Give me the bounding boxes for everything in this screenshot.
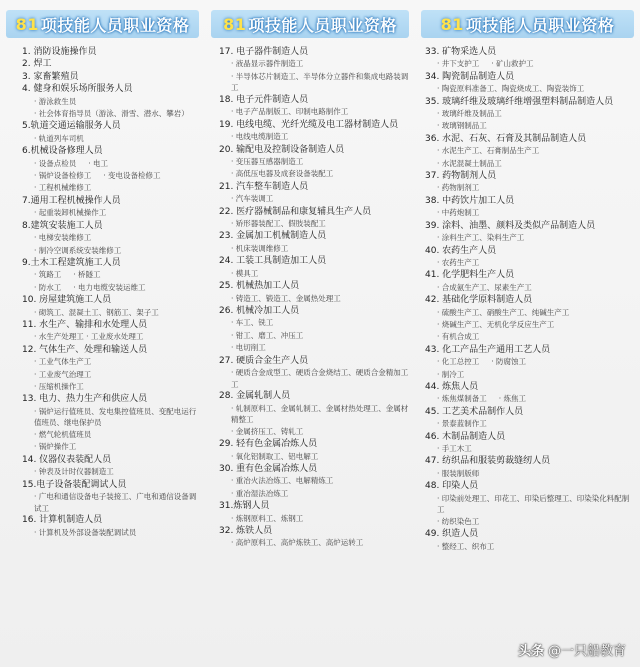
occupation-group xyxy=(425,195,638,220)
occupation-category: 31.炼钢人员 xyxy=(219,501,270,512)
occupation-group xyxy=(219,390,413,438)
occupation-item: · 起重装卸机械操作工 xyxy=(34,208,107,218)
occupation-category: 27. 硬质合金生产人员 xyxy=(219,355,309,366)
occupation-item: · 玻璃纤维及制品工 xyxy=(437,109,502,119)
occupation-group xyxy=(22,46,203,58)
occupation-group xyxy=(22,145,203,195)
occupation-category: 6.机械设备修理人员 xyxy=(22,146,103,157)
occupation-category: 1. 消防设施操作员 xyxy=(22,47,97,57)
occupation-category: 46. 木制品制造人员 xyxy=(425,431,506,442)
column-3 xyxy=(415,0,640,667)
occupation-item xyxy=(22,158,203,170)
occupation-item: · 硫酸生产工、硝酸生产工、纯碱生产工 xyxy=(437,307,570,317)
occupation-list xyxy=(425,46,638,553)
column-2 xyxy=(205,0,415,667)
occupation-item: · 农药生产工 xyxy=(437,257,480,267)
occupation-group xyxy=(219,463,413,500)
occupation-item-text: · 桥隧工 xyxy=(73,270,101,280)
column-1 xyxy=(0,0,205,667)
occupation-group xyxy=(425,96,638,133)
occupation-item: · 整经工、织布工 xyxy=(437,541,495,551)
occupation-category: 5.轨道交通运输服务人员 xyxy=(22,121,121,132)
occupation-category: 13. 电力、热力生产和供应人员 xyxy=(22,394,148,405)
banner-title: 81 项技能人员职业资格 xyxy=(421,10,634,38)
occupation-item: · 游泳救生员 xyxy=(34,96,77,106)
occupation-item: · 锅炉操作工 xyxy=(34,442,77,452)
occupation-item xyxy=(425,58,638,70)
occupation-item: · 水泥混凝土制品工 xyxy=(437,158,502,168)
occupation-group xyxy=(219,230,413,255)
occupation-item: · 电子产品制版工、印制电路制作工 xyxy=(231,107,349,117)
occupation-item: · 电线电缆制造工 xyxy=(231,132,289,142)
occupation-group xyxy=(425,528,638,553)
occupation-item-text: · 化工总控工 xyxy=(437,357,480,367)
occupation-category: 34. 陶瓷制品制造人员 xyxy=(425,71,515,82)
occupation-category: 17. 电子器件制造人员 xyxy=(219,47,309,57)
occupation-item xyxy=(22,282,203,294)
occupation-item: · 重冶火法冶炼工、电解精炼工 xyxy=(231,476,334,486)
occupation-group xyxy=(219,94,413,119)
banner-title: 81 项技能人员职业资格 xyxy=(6,10,199,38)
occupation-category: 9.土木工程建筑施工人员 xyxy=(22,257,121,268)
occupation-item: · 涂料生产工、染料生产工 xyxy=(437,233,525,243)
occupation-item: · 炼钢原料工、炼钢工 xyxy=(231,513,304,523)
occupation-category: 26. 机械冷加工人员 xyxy=(219,305,300,316)
occupation-item: · 钳工、磨工、冲压工 xyxy=(231,330,304,340)
occupation-category: 25. 机械热加工人员 xyxy=(219,281,300,292)
occupation-group xyxy=(219,355,413,391)
occupation-group xyxy=(22,120,203,145)
occupation-item: · 水泥生产工、石膏制品生产工 xyxy=(437,146,540,156)
occupation-item-text: · 防腐蚀工 xyxy=(491,357,527,367)
occupation-item-text: · 工程机械维修工 xyxy=(34,183,92,193)
occupation-item: · 电梯安装维修工 xyxy=(34,233,92,243)
occupation-item-text: · 矿山救护工 xyxy=(491,59,534,69)
occupation-item: · 广电和通信设备电子装接工、广电和通信设备调试工 xyxy=(34,492,197,513)
occupation-category: 44. 炼焦人员 xyxy=(425,381,479,392)
occupation-category: 47. 纺织品和服装剪裁缝纫人员 xyxy=(425,456,551,467)
occupation-category: 20. 输配电及控制设备制造人员 xyxy=(219,144,345,155)
occupation-category: 16. 计算机制造人员 xyxy=(22,515,103,526)
occupation-item: · 印染前处理工、印花工、印染后整理工、印染染化料配制工 xyxy=(437,493,630,515)
occupation-category: 48. 印染人员 xyxy=(425,481,479,492)
occupation-item: · 金属挤压工、铸轧工 xyxy=(231,426,304,436)
occupation-group xyxy=(22,294,203,319)
occupation-group xyxy=(425,46,638,71)
occupation-item: · 轧制原料工、金属轧制工、金属材热处理工、金属材精整工 xyxy=(231,403,409,425)
occupation-item: · 工业气体生产工 xyxy=(34,357,92,367)
occupation-group xyxy=(425,344,638,381)
occupation-category: 14. 仪器仪表装配人员 xyxy=(22,454,112,465)
occupation-group xyxy=(219,119,413,144)
occupation-category: 41. 化学肥料生产人员 xyxy=(425,270,515,281)
occupation-item-text: · 变电设备检修工 xyxy=(103,171,161,181)
occupation-category: 3. 家畜繁殖员 xyxy=(22,71,79,82)
occupation-item: · 合成氨生产工、尿素生产工 xyxy=(437,282,532,292)
occupation-group xyxy=(219,255,413,280)
occupation-item: · 烧碱生产工、无机化学反应生产工 xyxy=(437,319,555,329)
occupation-group xyxy=(425,170,638,195)
occupation-item: · 压缩机操作工 xyxy=(34,381,84,391)
occupation-item xyxy=(22,269,203,281)
occupation-item-text: · 井下支护工 xyxy=(437,59,480,69)
occupation-group xyxy=(219,46,413,94)
occupation-group xyxy=(22,220,203,257)
occupation-category: 35. 玻璃纤维及玻璃纤维增强塑料制品制造人员 xyxy=(425,96,614,107)
occupation-group xyxy=(22,344,203,394)
occupation-item-text: · 电力电缆安装运维工 xyxy=(73,282,146,292)
occupation-item-text: · 炼焦工 xyxy=(498,394,527,404)
occupation-group xyxy=(22,257,203,294)
occupation-category: 36. 水泥、石灰、石膏及其制品制造人员 xyxy=(425,133,587,144)
watermark-account: @一只船教育 xyxy=(547,644,626,659)
occupation-item-text: · 设备点检员 xyxy=(34,158,77,168)
occupation-group xyxy=(425,245,638,270)
occupation-item: · 社会体育指导员（游泳、滑雪、潜水、攀岩） xyxy=(34,109,189,119)
occupation-item: · 钟表及计时仪器制造工 xyxy=(34,467,114,477)
occupation-item: · 制冷空调系统安装维修工 xyxy=(34,245,122,255)
occupation-category: 30. 重有色金属冶炼人员 xyxy=(219,463,318,474)
occupation-item: · 砌筑工、混凝土工、钢筋工、架子工 xyxy=(34,307,159,317)
occupation-list xyxy=(22,46,203,539)
occupation-group xyxy=(219,500,413,525)
occupation-group xyxy=(22,83,203,120)
occupation-item: · 计算机及外部设备装配调试员 xyxy=(34,527,137,537)
occupation-group xyxy=(425,294,638,344)
occupation-item: · 景泰蓝制作工 xyxy=(437,419,487,429)
occupation-category: 40. 农药生产人员 xyxy=(425,245,497,256)
occupation-category: 37. 药物制剂人员 xyxy=(425,171,497,182)
occupation-item: · 高低压电器及成套设备装配工 xyxy=(231,169,334,179)
occupation-item: · 半导体芯片制造工、半导体分立器件和集成电路装调工 xyxy=(231,71,409,93)
occupation-group xyxy=(219,305,413,355)
occupation-item-text: · 炼焦煤制备工 xyxy=(437,394,487,404)
occupation-item: · 氧化铝制取工、铝电解工 xyxy=(231,451,319,461)
watermark xyxy=(518,640,626,659)
occupation-item: · 矫形器装配工、假肢装配工 xyxy=(231,219,326,229)
occupation-group xyxy=(425,455,638,480)
occupation-list xyxy=(219,46,413,550)
occupation-item-text: · 电工 xyxy=(88,158,109,168)
occupation-group xyxy=(425,220,638,245)
occupation-category: 32. 炼铁人员 xyxy=(219,525,273,536)
occupation-group xyxy=(22,71,203,83)
occupation-group xyxy=(22,454,203,479)
occupation-item: · 药物制剂工 xyxy=(437,183,480,193)
occupation-item xyxy=(22,182,203,194)
occupation-group xyxy=(219,438,413,463)
occupation-item: · 玻璃钢制品工 xyxy=(437,121,487,131)
occupation-item: · 中药炮制工 xyxy=(437,208,480,218)
occupation-group xyxy=(219,525,413,550)
occupation-group xyxy=(22,319,203,344)
occupation-item: · 有机合成工 xyxy=(437,332,480,342)
occupation-item: · 液晶显示器件制造工 xyxy=(231,59,304,69)
occupation-group xyxy=(219,144,413,181)
occupation-group xyxy=(425,431,638,456)
occupation-group xyxy=(22,393,203,453)
occupation-item: · 车工、铣工 xyxy=(231,318,274,328)
occupation-category: 29. 轻有色金属冶炼人员 xyxy=(219,439,318,450)
occupation-item: · 汽车装调工 xyxy=(231,194,274,204)
occupation-group xyxy=(219,206,413,231)
occupation-group xyxy=(22,195,203,220)
occupation-category: 45. 工艺美术品制作人员 xyxy=(425,406,524,417)
occupation-item xyxy=(425,393,638,405)
occupation-item: · 铸造工、锻造工、金属热处理工 xyxy=(231,293,341,303)
occupation-category: 7.通用工程机械操作人员 xyxy=(22,195,121,206)
occupation-category: 21. 汽车整车制造人员 xyxy=(219,181,309,192)
occupation-group xyxy=(22,514,203,539)
occupation-item xyxy=(425,369,638,381)
occupation-item: · 手工木工 xyxy=(437,444,472,453)
occupation-category: 49. 织造人员 xyxy=(425,529,479,540)
occupation-group xyxy=(425,480,638,528)
occupation-item: · 陶瓷原料准备工、陶瓷烧成工、陶瓷装饰工 xyxy=(437,84,585,94)
occupation-category: 42. 基础化学原料制造人员 xyxy=(425,295,533,306)
occupation-category: 38. 中药饮片加工人员 xyxy=(425,195,515,206)
occupation-category: 23. 金属加工机械制造人员 xyxy=(219,231,327,242)
occupation-item: · 硬质合金成型工、硬质合金烧结工、硬质合金精加工工 xyxy=(231,367,409,389)
occupation-group xyxy=(22,479,203,515)
occupation-category: 24. 工装工具制造加工人员 xyxy=(219,256,327,267)
occupation-category: 4. 健身和娱乐场所服务人员 xyxy=(22,84,133,95)
occupation-category: 15.电子设备装配调试人员 xyxy=(22,479,127,490)
occupation-category: 22. 医疗器械制品和康复辅具生产人员 xyxy=(219,206,372,217)
occupation-category: 10. 房屋建筑施工人员 xyxy=(22,295,112,306)
occupation-item-text: · 锅炉设备检修工 xyxy=(34,171,92,181)
occupation-category: 8.建筑安装施工人员 xyxy=(22,220,103,231)
occupation-group xyxy=(22,58,203,70)
occupation-group xyxy=(219,181,413,206)
toutiao-logo: 头条 xyxy=(517,644,544,659)
occupation-group xyxy=(425,381,638,406)
occupation-item: · 模具工 xyxy=(231,268,259,278)
occupation-category: 12. 气体生产、处理和输送人员 xyxy=(22,344,148,355)
occupation-group xyxy=(219,280,413,305)
occupation-group xyxy=(425,406,638,431)
occupation-item xyxy=(22,170,203,182)
occupation-item: · 锅炉运行值班员、发电集控值班员、变配电运行值班员、继电保护员 xyxy=(34,406,197,428)
occupation-item: · 轨道列车司机 xyxy=(34,133,84,143)
occupation-item: · 高炉原料工、高炉炼铁工、高炉运转工 xyxy=(231,538,364,548)
occupation-category: 33. 矿物采选人员 xyxy=(425,47,497,57)
occupation-group xyxy=(425,133,638,170)
occupation-item xyxy=(425,356,638,368)
occupation-item-text: · 制冷工 xyxy=(437,369,465,379)
occupation-group xyxy=(425,269,638,294)
banner-title: 81 项技能人员职业资格 xyxy=(211,10,409,38)
occupation-item: · 电切削工 xyxy=(231,343,266,353)
occupation-category: 2. 焊工 xyxy=(22,59,52,70)
occupation-item: · 服装制版师 xyxy=(437,468,480,478)
occupation-item: · 机床装调维修工 xyxy=(231,243,289,253)
occupation-item: · 工业废气治理工 xyxy=(34,369,92,379)
occupation-category: 28. 金属轧制人员 xyxy=(219,391,291,402)
occupation-category: 19. 电线电缆、光纤光缆及电工器材制造人员 xyxy=(219,119,399,130)
occupation-group xyxy=(425,71,638,96)
occupation-item: · 纺织染色工 xyxy=(437,516,480,526)
occupation-item: · 燃气轮机值班员 xyxy=(34,429,92,439)
occupation-category: 11. 水生产、输排和水处理人员 xyxy=(22,319,148,330)
occupation-item-text: · 筑路工 xyxy=(34,270,62,280)
occupation-item-text: · 防水工 xyxy=(34,282,62,292)
occupation-category: 18. 电子元件制造人员 xyxy=(219,95,309,105)
occupation-category: 39. 涂料、油墨、颜料及类似产品制造人员 xyxy=(425,220,596,231)
occupation-item: · 重冶湿法冶炼工 xyxy=(231,488,289,498)
occupation-item: · 水生产处理工 · 工业废水处理工 xyxy=(34,332,144,342)
occupation-item: · 变压器互感器制造工 xyxy=(231,157,304,167)
occupation-category: 43. 化工产品生产通用工艺人员 xyxy=(425,344,551,355)
